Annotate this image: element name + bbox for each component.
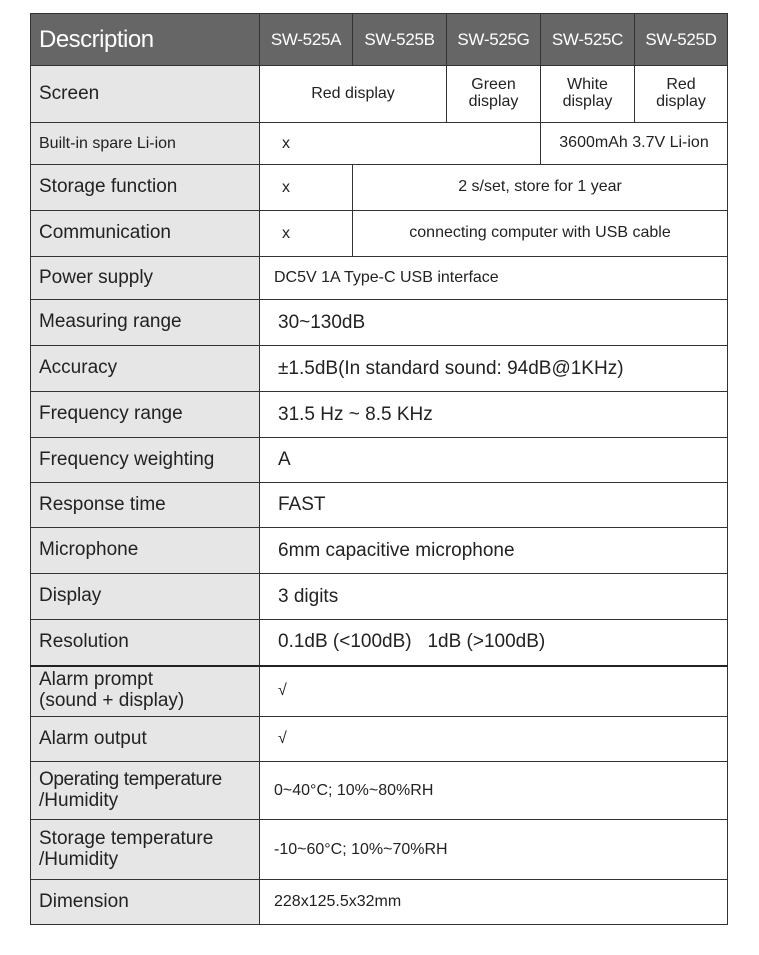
row-label-power: Power supply	[31, 257, 260, 300]
row-label-screen: Screen	[31, 66, 260, 123]
table-row	[31, 528, 728, 574]
screen-red-d-text: Red display	[656, 76, 706, 110]
table-row	[31, 666, 728, 717]
alarm-prompt-label-line2: (sound + display)	[39, 690, 185, 712]
battery-abg: x	[260, 123, 541, 165]
row-label-resolution: Resolution	[31, 620, 260, 666]
row-label-operating-temp	[31, 762, 260, 820]
screen-red-ab: Red display	[260, 66, 447, 123]
accuracy-value: ±1.5dB(In standard sound: 94dB@1KHz)	[260, 346, 728, 392]
operating-temp-value: 0~40°C; 10%~80%RH	[260, 762, 728, 820]
table-row	[31, 574, 728, 620]
table-row	[31, 392, 728, 438]
storage-rest: 2 s/set, store for 1 year	[353, 165, 728, 211]
storage-temp-label-line2: /Humidity	[39, 848, 119, 870]
resolution-text: 0.1dB (<100dB) 1dB (>100dB)	[278, 631, 546, 653]
header-model-b: SW-525B	[353, 14, 447, 66]
frequency-weighting-value: A	[260, 438, 728, 483]
operating-temp-label-line1: Operating temperature	[39, 768, 222, 790]
row-label-storage-temp	[31, 820, 260, 880]
table-row	[31, 438, 728, 483]
screen-green-text: Green display	[468, 76, 519, 110]
battery-cd: 3600mAh 3.7V Li-ion	[541, 123, 728, 165]
screen-white-c	[541, 66, 635, 123]
table-row	[31, 257, 728, 300]
row-label-dimension: Dimension	[31, 880, 260, 925]
spec-table	[30, 13, 728, 925]
table-row	[31, 165, 728, 211]
table-row	[31, 820, 728, 880]
row-label-storage: Storage function	[31, 165, 260, 211]
header-model-a: SW-525A	[260, 14, 353, 66]
response-time-value: FAST	[260, 483, 728, 528]
microphone-value: 6mm capacitive microphone	[260, 528, 728, 574]
header-row	[31, 14, 728, 66]
header-model-g: SW-525G	[447, 14, 541, 66]
header-model-c: SW-525C	[541, 14, 635, 66]
table-row	[31, 483, 728, 528]
screen-white-text: White display	[562, 76, 613, 110]
row-label-alarm-output: Alarm output	[31, 717, 260, 762]
row-label-microphone: Microphone	[31, 528, 260, 574]
row-label-alarm-prompt	[31, 666, 260, 717]
storage-a: x	[260, 165, 353, 211]
communication-rest: connecting computer with USB cable	[353, 211, 728, 257]
row-label-measuring-range: Measuring range	[31, 300, 260, 346]
table-row	[31, 66, 728, 123]
dimension-value: 228x125.5x32mm	[260, 880, 728, 925]
alarm-output-value: √	[260, 717, 728, 762]
screen-red-d	[635, 66, 728, 123]
table-row	[31, 762, 728, 820]
alarm-prompt-value: √	[260, 666, 728, 717]
resolution-value	[260, 620, 728, 666]
display-value: 3 digits	[260, 574, 728, 620]
table-row	[31, 717, 728, 762]
table-row	[31, 123, 728, 165]
row-label-display: Display	[31, 574, 260, 620]
header-description: Description	[31, 14, 260, 66]
table-row	[31, 620, 728, 666]
storage-temp-label-line1: Storage temperature	[39, 827, 214, 849]
storage-temp-value: -10~60°C; 10%~70%RH	[260, 820, 728, 880]
operating-temp-label-line2: /Humidity	[39, 789, 119, 811]
screen-green-g	[447, 66, 541, 123]
table-row	[31, 880, 728, 925]
table-row	[31, 300, 728, 346]
row-label-frequency-range: Frequency range	[31, 392, 260, 438]
measuring-range-value: 30~130dB	[260, 300, 728, 346]
frequency-range-value: 31.5 Hz ~ 8.5 KHz	[260, 392, 728, 438]
row-label-frequency-weighting: Frequency weighting	[31, 438, 260, 483]
row-label-accuracy: Accuracy	[31, 346, 260, 392]
power-value: DC5V 1A Type-C USB interface	[260, 257, 728, 300]
table-row	[31, 346, 728, 392]
row-label-response-time: Response time	[31, 483, 260, 528]
alarm-prompt-label-line1: Alarm prompt	[39, 669, 154, 691]
communication-a: x	[260, 211, 353, 257]
row-label-communication: Communication	[31, 211, 260, 257]
row-label-battery: Built-in spare Li-ion	[31, 123, 260, 165]
table-row	[31, 211, 728, 257]
header-model-d: SW-525D	[635, 14, 728, 66]
